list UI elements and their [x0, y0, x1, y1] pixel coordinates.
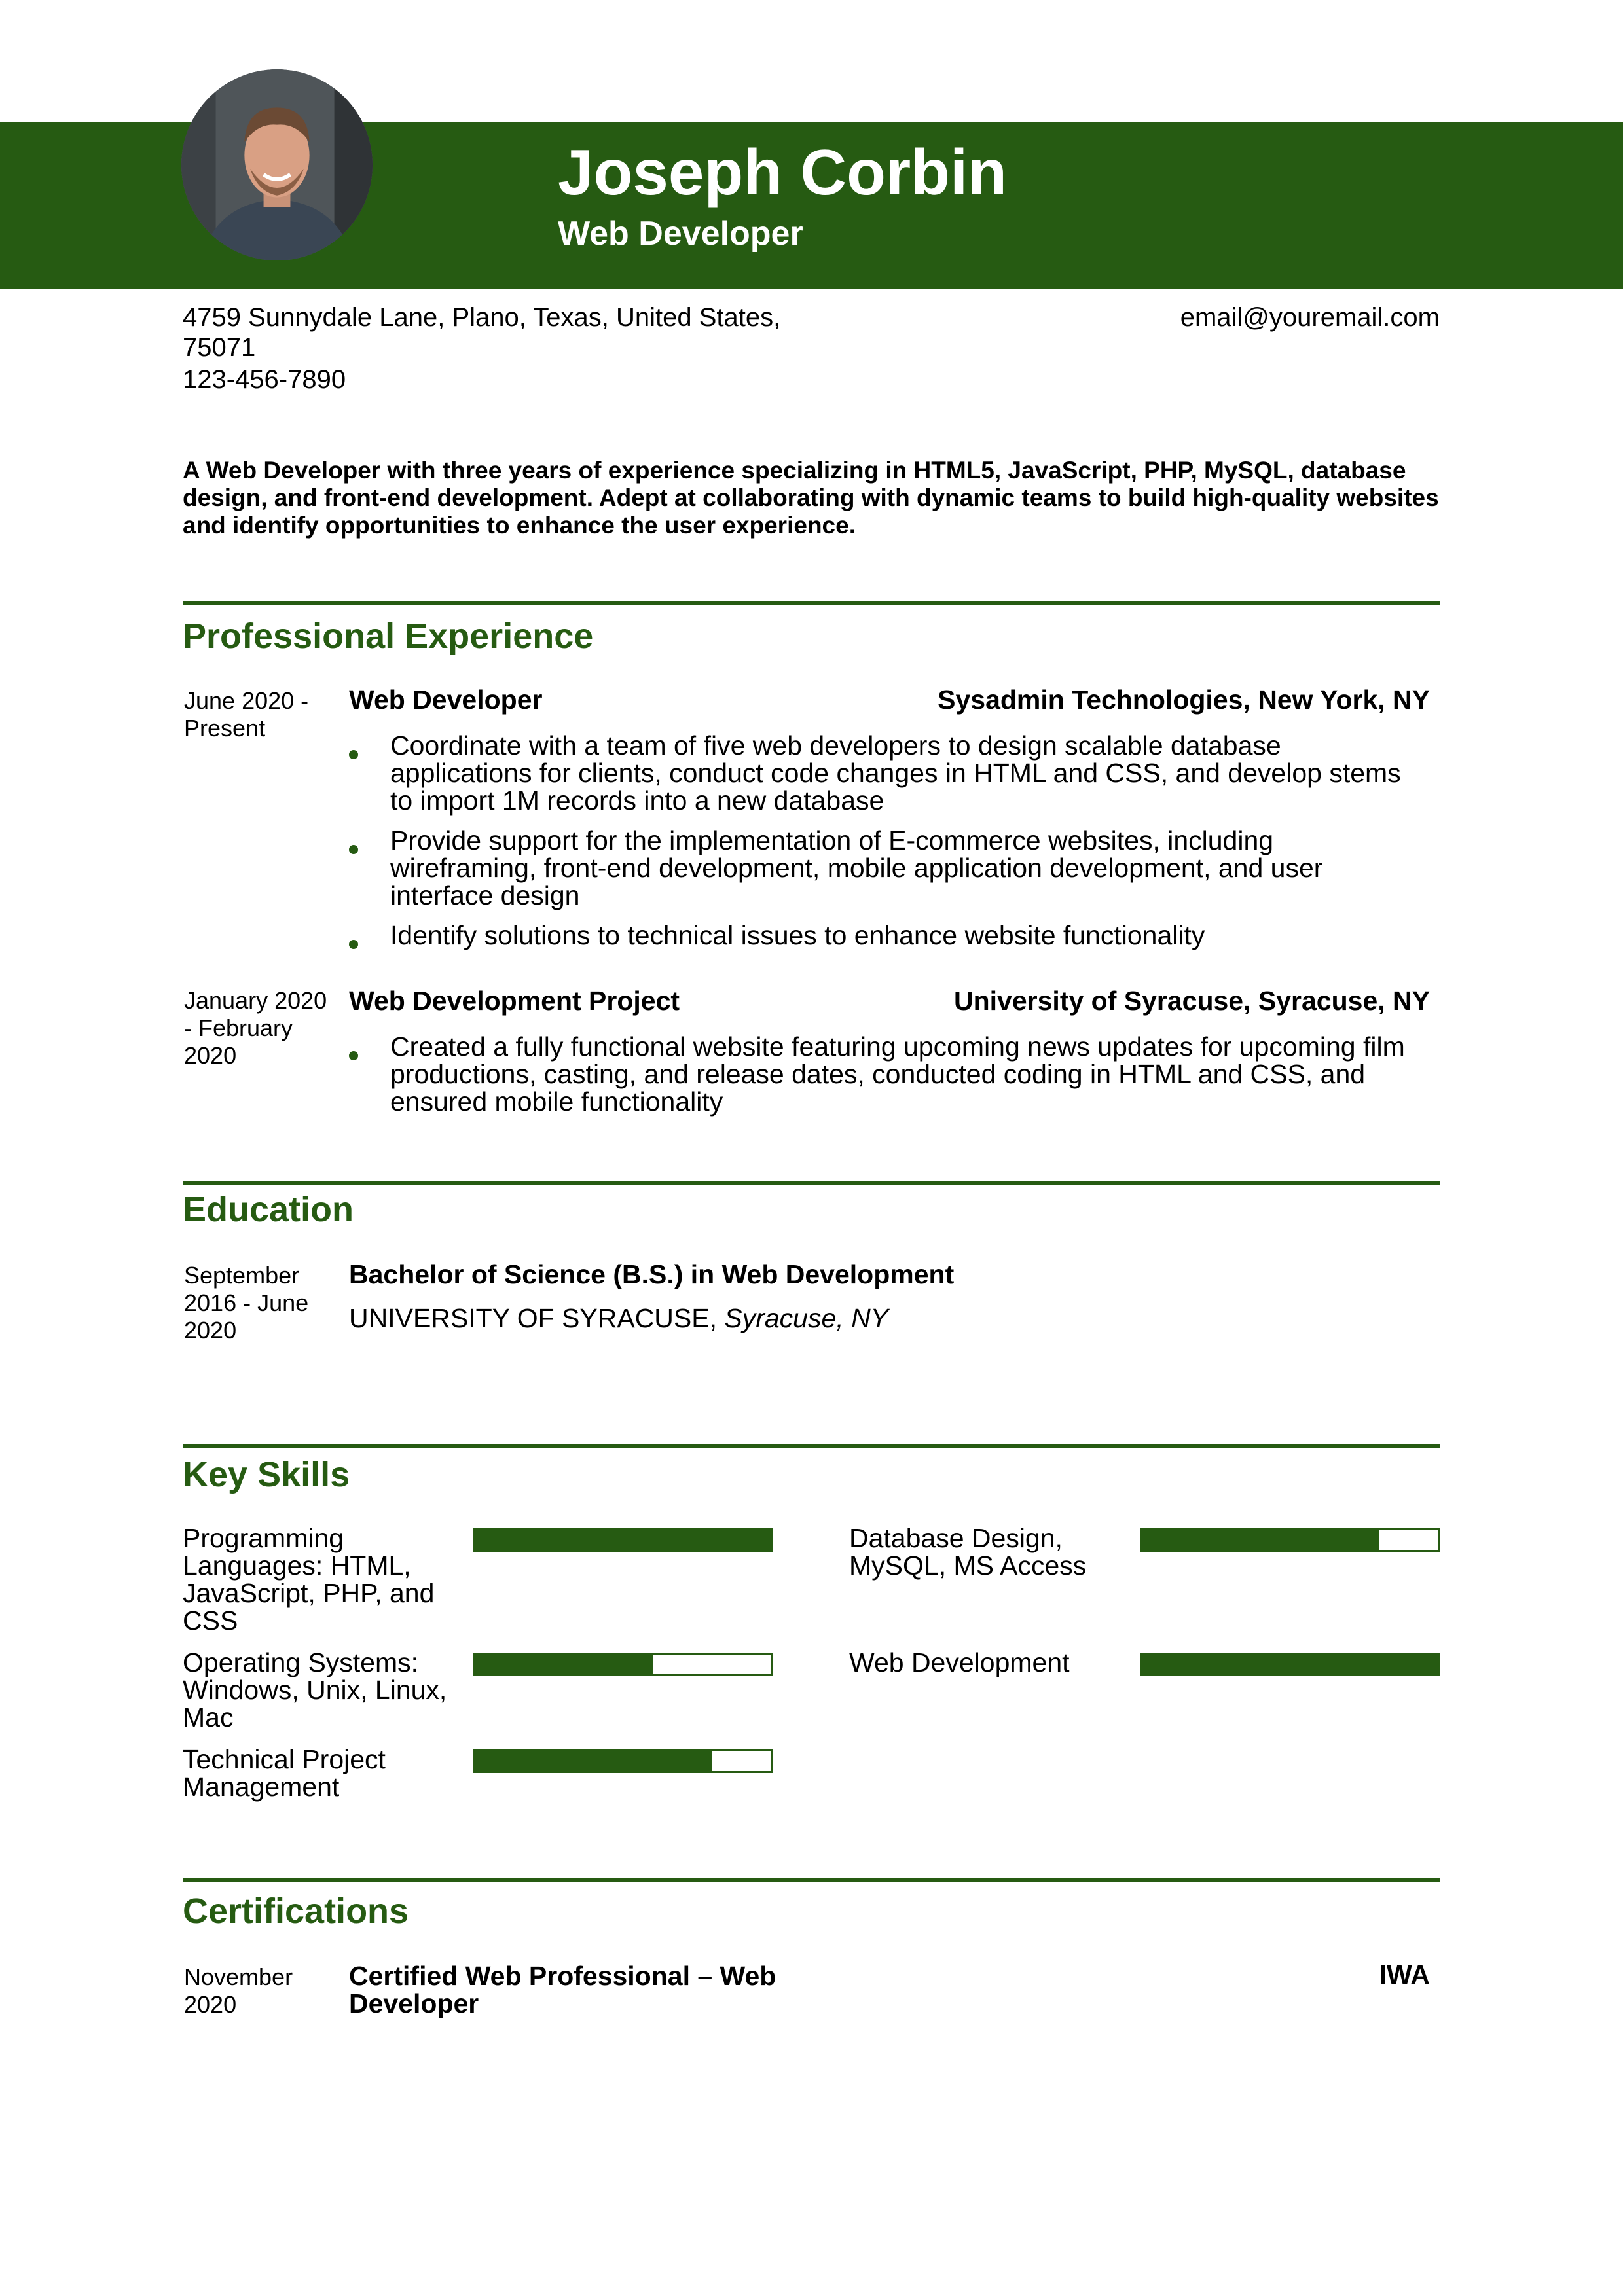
skill-label: Database Design, MySQL, MS Access	[849, 1523, 1087, 1581]
bullet-text: Identify solutions to technical issues to enhance website functionality	[390, 920, 1205, 950]
skill-bar	[473, 1653, 773, 1676]
bullet-item	[349, 1033, 1423, 1115]
section-divider	[183, 601, 1440, 605]
experience-date: January 2020 - February 2020	[184, 987, 327, 1069]
phone-number: 123-456-7890	[183, 365, 346, 394]
certification-name: Certified Web Professional – Web Developer	[349, 1961, 776, 2018]
education-date: September 2016 - June 2020	[184, 1262, 309, 1344]
education-degree: Bachelor of Science (B.S.) in Web Development	[349, 1259, 955, 1289]
section-divider	[183, 1444, 1440, 1448]
certification-date: November 2020	[184, 1964, 293, 2018]
summary: A Web Developer with three years of experience specializing in HTML5, JavaScript, PHP, MySQL, database design, and front-end development. Adept at collaborating with dynamic teams to build high-quality websites and identify opportunities to enhance the user experience.	[183, 457, 1439, 539]
address: 4759 Sunnydale Lane, Plano, Texas, United States, 75071	[183, 303, 781, 362]
bullet-text: Provide support for the implementation of E-commerce websites, including wireframing, front-end development, mobile application development, and user interface design	[390, 825, 1323, 910]
skill-label: Technical Project Management	[183, 1744, 386, 1802]
bullet-item	[349, 922, 1423, 949]
profile-photo	[181, 69, 373, 260]
experience-bullets	[349, 1033, 1423, 1128]
skill-bar-fill	[1142, 1655, 1438, 1674]
skill-label: Web Development	[849, 1647, 1070, 1677]
bullet-item	[349, 827, 1423, 909]
certification-org: IWA	[1379, 1960, 1430, 1990]
section-title-certifications: Certifications	[183, 1892, 409, 1931]
job-title: Web Developer	[558, 215, 803, 253]
skill-label: Programming Languages: HTML, JavaScript, PHP, and CSS	[183, 1523, 435, 1636]
school-location: Syracuse, NY	[724, 1303, 889, 1333]
email-address[interactable]: email@youremail.com	[1180, 303, 1440, 332]
experience-bullets	[349, 732, 1423, 961]
education-school	[349, 1302, 888, 1335]
section-title-experience: Professional Experience	[183, 617, 594, 656]
experience-date: June 2020 - Present	[184, 687, 309, 742]
experience-org: Sysadmin Technologies, New York, NY	[938, 685, 1430, 715]
section-divider	[183, 1878, 1440, 1882]
experience-role: Web Development Project	[349, 986, 680, 1016]
skill-bar-fill	[475, 1751, 712, 1771]
skill-bar-fill	[475, 1530, 771, 1550]
skill-label: Operating Systems: Windows, Unix, Linux, Mac	[183, 1647, 447, 1732]
skill-bar	[473, 1528, 773, 1552]
bullet-icon	[349, 940, 358, 949]
skill-bar	[473, 1749, 773, 1773]
section-title-education: Education	[183, 1190, 354, 1229]
bullet-item	[349, 732, 1423, 814]
experience-role: Web Developer	[349, 685, 543, 715]
candidate-name: Joseph Corbin	[558, 136, 1008, 208]
bullet-text: Created a fully functional website featuring upcoming news updates for upcoming film productions, casting, and release dates, conducted coding in HTML and CSS, and ensured mobile functionality	[390, 1031, 1405, 1117]
bullet-icon	[349, 845, 358, 854]
experience-org: University of Syracuse, Syracuse, NY	[954, 986, 1430, 1016]
school-name: UNIVERSITY OF SYRACUSE,	[349, 1303, 717, 1333]
skill-bar-fill	[475, 1655, 653, 1674]
section-divider	[183, 1181, 1440, 1185]
section-title-skills: Key Skills	[183, 1455, 350, 1494]
skill-bar	[1140, 1653, 1440, 1676]
bullet-icon	[349, 1051, 358, 1060]
skill-bar-fill	[1142, 1530, 1379, 1550]
bullet-icon	[349, 750, 358, 759]
skill-bar	[1140, 1528, 1440, 1552]
bullet-text: Coordinate with a team of five web developers to design scalable database applications for clients, conduct code changes in HTML and CSS, and develop stems to import 1M records into a new database	[390, 730, 1401, 816]
